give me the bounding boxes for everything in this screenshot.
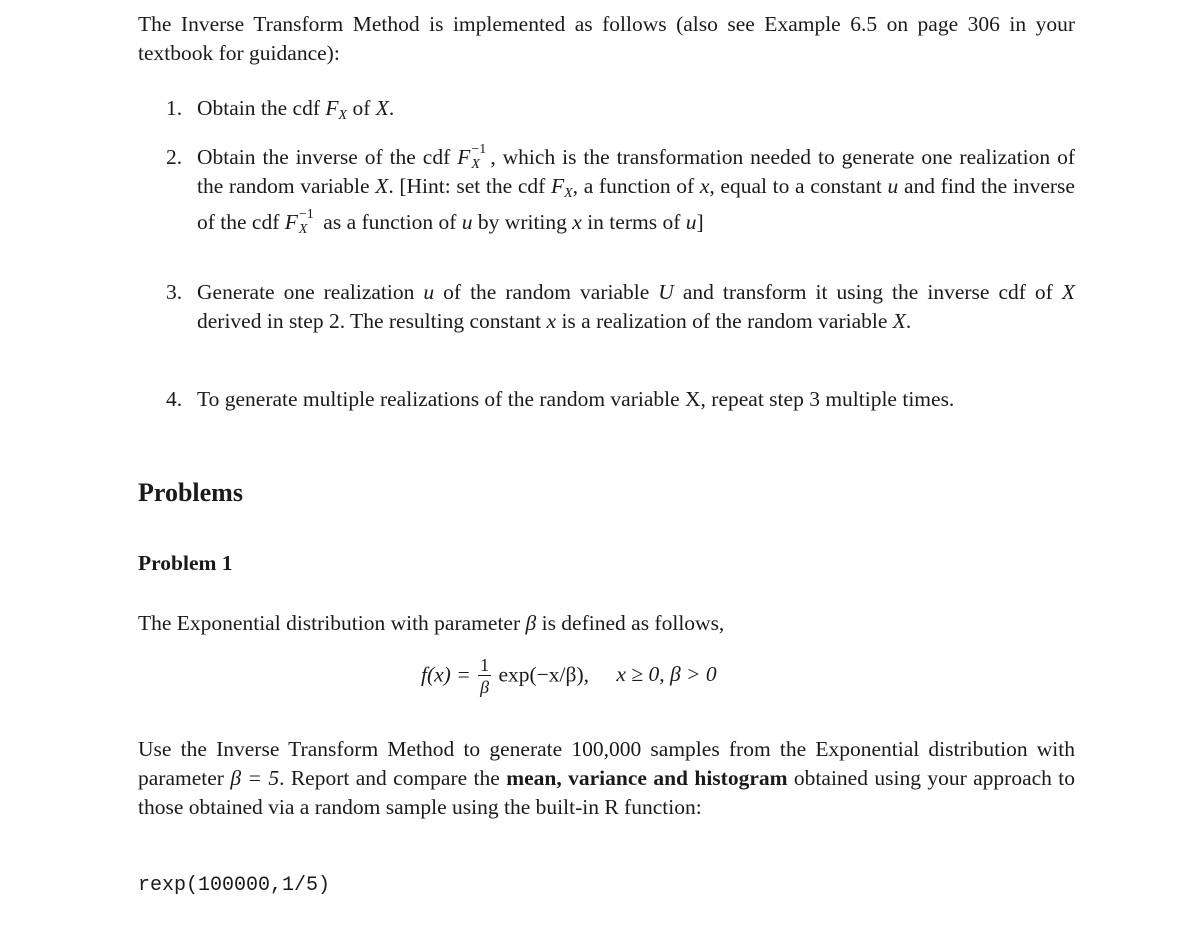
list-item: 3. Generate one realization u of the random variable U and transform it using the inverse cdf of X derived in step 2. The resulting constant x is a realization of the random variable X. xyxy=(166,278,1075,336)
subsection-heading-problem-1: Problem 1 xyxy=(138,551,233,575)
list-item: 1. Obtain the cdf $F_X$ of X. xyxy=(166,94,1075,130)
list-item: 2. Obtain the inverse of the cdf F −1 X , which is the transformation needed to generate one realization of the random variable X. [Hint: set the cdf $F_X$, a function of x, equal to a constant u and find the inverse of the cdf F −1 X as a function of u by writing x in terms of u] xyxy=(166,142,1075,237)
exponential-pdf-equation: f(x) = $\frac{1}{\beta}$ exp(−x/β), x ≥ 0, β > 0 xyxy=(421,655,717,697)
step-1-text: Obtain the cdf $F_X$ of X. xyxy=(197,96,395,123)
problem-1-intro: The Exponential distribution with parameter β is defined as follows, xyxy=(138,611,725,635)
section-heading-problems: Problems xyxy=(138,478,243,507)
step-2-text: Obtain the inverse of the cdf F −1 X , which is the transformation needed to generate one realization of the random variable X. [Hint: set the cdf $F_X$, a function of x, equal to a constant u and find the inverse of the cdf F −1 X as a function of u by writing x in terms of u] xyxy=(197,142,1075,237)
step-4-text: To generate multiple realizations of the random variable X, repeat step 3 multiple times. xyxy=(197,387,955,411)
r-code-snippet: rexp(100000,1/5) xyxy=(138,874,331,897)
step-3-text: Generate one realization u of the random variable U and transform it using the inverse cdf of X derived in step 2. The resulting constant x is a realization of the random variable X. xyxy=(197,280,1075,333)
problem-1-task: Use the Inverse Transform Method to generate 100,000 samples from the Exponential distribution with parameter β = 5. Report and compare the mean, variance and histogram obtained using your approach to those obtained via a random sample using the built-in R function: xyxy=(138,737,1076,819)
intro-paragraph: The Inverse Transform Method is implemented as follows (also see Example 6.5 on page 306 in your textbook for guidance): xyxy=(138,12,1075,65)
list-item: 4. To generate multiple realizations of the random variable X, repeat step 3 multiple times. xyxy=(166,385,1075,414)
